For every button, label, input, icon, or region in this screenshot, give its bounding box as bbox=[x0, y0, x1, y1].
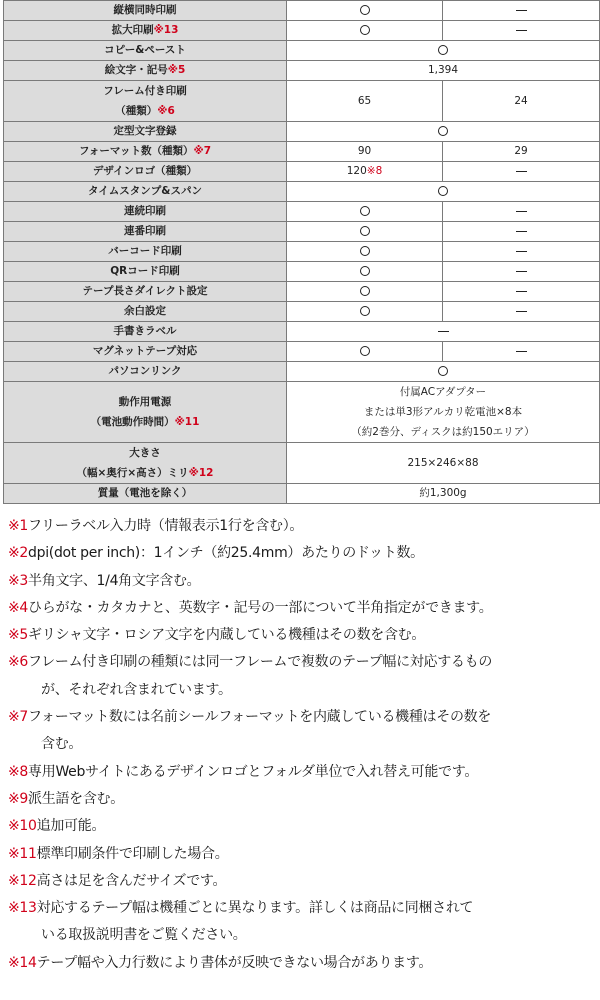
footnote-text: が、それぞれ含まれています。 bbox=[41, 681, 232, 698]
cell-col-1 bbox=[287, 342, 443, 362]
cell-col-1 bbox=[287, 242, 443, 262]
footnotes bbox=[8, 513, 598, 977]
row-label bbox=[4, 382, 287, 443]
table-row bbox=[4, 362, 600, 382]
row-label-text: 連続印刷 bbox=[124, 205, 166, 217]
footnote-ref: ※6 bbox=[157, 105, 175, 117]
footnote-text: 高さは足を含んだサイズです。 bbox=[36, 872, 227, 889]
footnote bbox=[8, 704, 598, 759]
cell-col-2 bbox=[443, 282, 600, 302]
cell-col-2 bbox=[443, 162, 600, 182]
footnote bbox=[8, 813, 598, 840]
cell-value: 29 bbox=[514, 145, 528, 157]
footnote-mark: ※14 bbox=[8, 954, 37, 971]
row-label-text: デザインロゴ（種類） bbox=[92, 165, 198, 177]
row-label-text-2: （種類） bbox=[115, 105, 158, 117]
dash-icon bbox=[438, 331, 449, 332]
footnote-mark: ※5 bbox=[8, 627, 29, 644]
row-label bbox=[4, 322, 287, 342]
footnote-text: 追加可能。 bbox=[36, 818, 106, 835]
cell-merged bbox=[287, 322, 600, 342]
circle-icon bbox=[438, 186, 448, 196]
footnote-ref: ※8 bbox=[366, 165, 383, 177]
footnote-mark: ※3 bbox=[8, 572, 29, 589]
table-row bbox=[4, 484, 600, 504]
row-label-text: テープ長さダイレクト設定 bbox=[82, 285, 208, 297]
footnote-text: 対応するテープ幅は機種ごとに異なります。詳しくは商品に同梱されて bbox=[36, 900, 474, 917]
cell-col-1 bbox=[287, 202, 443, 222]
circle-icon bbox=[360, 286, 370, 296]
row-label bbox=[4, 362, 287, 382]
cell-col-2 bbox=[443, 222, 600, 242]
circle-icon bbox=[360, 306, 370, 316]
circle-icon bbox=[360, 246, 370, 256]
circle-icon bbox=[360, 206, 370, 216]
row-label-text: 絵文字・記号 bbox=[104, 64, 168, 76]
row-label bbox=[4, 41, 287, 61]
row-label-text-2: （電池動作時間） bbox=[90, 416, 175, 428]
footnote-ref: ※13 bbox=[153, 24, 179, 36]
cell-col-1 bbox=[287, 1, 443, 21]
footnote-line bbox=[8, 731, 598, 758]
row-label-text: パソコンリンク bbox=[108, 365, 182, 377]
footnote-text: 派生語を含む。 bbox=[28, 790, 124, 807]
row-label-text: 連番印刷 bbox=[124, 225, 166, 237]
table-row bbox=[4, 122, 600, 142]
cell-col-1 bbox=[287, 142, 443, 162]
cell-line: 付属ACアダプター bbox=[399, 386, 487, 398]
footnote-mark: ※8 bbox=[8, 763, 29, 780]
dash-icon bbox=[516, 10, 527, 11]
circle-icon bbox=[360, 346, 370, 356]
footnote bbox=[8, 786, 598, 813]
footnote-line bbox=[8, 513, 598, 540]
cell-merged bbox=[287, 61, 600, 81]
row-label bbox=[4, 342, 287, 362]
footnote-line bbox=[8, 895, 598, 922]
cell-merged bbox=[287, 41, 600, 61]
dash-icon bbox=[516, 251, 527, 252]
table-row bbox=[4, 342, 600, 362]
table-row bbox=[4, 162, 600, 182]
footnote bbox=[8, 540, 598, 567]
footnote-text: 標準印刷条件で印刷した場合。 bbox=[36, 845, 229, 862]
cell-value: 120 bbox=[346, 165, 367, 177]
spec-table-body bbox=[4, 1, 600, 504]
footnote-ref: ※12 bbox=[188, 467, 214, 479]
row-label-text: タイムスタンプ&スパン bbox=[88, 185, 202, 197]
cell-col-1 bbox=[287, 282, 443, 302]
dash-icon bbox=[516, 311, 527, 312]
row-label-text: 手書きラベル bbox=[113, 325, 177, 337]
cell-col-2 bbox=[443, 342, 600, 362]
cell-value: 24 bbox=[514, 94, 528, 107]
row-label-text-2: （幅×奥行×高さ）ミリ bbox=[76, 467, 189, 479]
footnote-mark: ※1 bbox=[8, 518, 29, 534]
cell-col-2 bbox=[443, 302, 600, 322]
cell-col-2 bbox=[443, 202, 600, 222]
table-row bbox=[4, 242, 600, 262]
row-label-text: 縦横同時印刷 bbox=[113, 4, 177, 16]
footnote-text: テープ幅や入力行数により書体が反映できない場合があります。 bbox=[36, 954, 433, 971]
footnote-text: いる取扱説明書をご覧ください。 bbox=[41, 927, 247, 944]
cell-merged bbox=[287, 362, 600, 382]
row-label-text: 拡大印刷 bbox=[111, 24, 154, 36]
table-row bbox=[4, 443, 600, 484]
footnote-line bbox=[8, 950, 598, 977]
row-label bbox=[4, 162, 287, 182]
row-label bbox=[4, 1, 287, 21]
footnote-line bbox=[8, 759, 598, 786]
table-row bbox=[4, 262, 600, 282]
footnote bbox=[8, 622, 598, 649]
footnote-line bbox=[8, 786, 598, 813]
dash-icon bbox=[516, 291, 527, 292]
dash-icon bbox=[516, 211, 527, 212]
cell-col-2 bbox=[443, 21, 600, 41]
footnote bbox=[8, 841, 598, 868]
footnote-mark: ※6 bbox=[8, 654, 29, 671]
footnote-line bbox=[8, 568, 598, 595]
table-row bbox=[4, 382, 600, 443]
cell-line: （約2巻分、ディスクは約150エリア） bbox=[351, 426, 535, 438]
footnote-mark: ※4 bbox=[8, 599, 29, 616]
footnote bbox=[8, 868, 598, 895]
footnote-line bbox=[8, 813, 598, 840]
table-row bbox=[4, 302, 600, 322]
footnote-line bbox=[8, 704, 598, 731]
footnote-line bbox=[8, 841, 598, 868]
row-label bbox=[4, 142, 287, 162]
footnote bbox=[8, 950, 598, 977]
footnote-line bbox=[8, 922, 598, 949]
cell-col-2 bbox=[443, 1, 600, 21]
cell-col-1 bbox=[287, 222, 443, 242]
row-label-text: 質量（電池を除く） bbox=[97, 487, 193, 499]
cell-value: 1,394 bbox=[427, 64, 459, 76]
row-label-text: 余白設定 bbox=[124, 305, 166, 317]
table-row bbox=[4, 182, 600, 202]
cell-merged bbox=[287, 182, 600, 202]
footnote-ref: ※11 bbox=[174, 416, 200, 428]
row-label-text: マグネットテープ対応 bbox=[92, 345, 198, 357]
footnote-text: 専用Webサイトにあるデザインロゴとフォルダ単位で入れ替え可能です。 bbox=[28, 763, 479, 780]
row-label bbox=[4, 242, 287, 262]
row-label-text: 大きさ bbox=[129, 447, 161, 459]
footnote bbox=[8, 759, 598, 786]
circle-icon bbox=[360, 25, 370, 35]
circle-icon bbox=[360, 226, 370, 236]
footnote-text: dpi(dot per inch)：1インチ（約25.4mm）あたりのドット数。 bbox=[28, 545, 424, 562]
dash-icon bbox=[516, 30, 527, 31]
footnote-text: 含む。 bbox=[41, 736, 83, 753]
cell-merged bbox=[287, 382, 600, 443]
footnote-line bbox=[8, 540, 598, 567]
cell-value: 65 bbox=[357, 94, 372, 107]
circle-icon bbox=[360, 266, 370, 276]
cell-merged bbox=[287, 443, 600, 484]
row-label bbox=[4, 282, 287, 302]
footnote-mark: ※13 bbox=[8, 900, 37, 917]
spec-table bbox=[3, 0, 600, 504]
cell-merged bbox=[287, 484, 600, 504]
footnote-text: 半角文字、1/4角文字含む。 bbox=[28, 572, 201, 589]
footnote-line bbox=[8, 868, 598, 895]
row-label bbox=[4, 81, 287, 122]
dash-icon bbox=[516, 171, 527, 172]
cell-value: 約1,300g bbox=[419, 487, 467, 499]
row-label-text: 定型文字登録 bbox=[113, 125, 177, 137]
table-row bbox=[4, 41, 600, 61]
row-label bbox=[4, 21, 287, 41]
row-label-text: QRコード印刷 bbox=[110, 265, 180, 277]
footnote-line bbox=[8, 622, 598, 649]
footnote-line bbox=[8, 595, 598, 622]
footnote-text: ギリシャ文字・ロシア文字を内蔵している機種はその数を含む。 bbox=[28, 627, 426, 644]
cell-col-1 bbox=[287, 21, 443, 41]
circle-icon bbox=[438, 126, 448, 136]
row-label bbox=[4, 262, 287, 282]
cell-value: 90 bbox=[357, 145, 372, 157]
row-label bbox=[4, 222, 287, 242]
row-label bbox=[4, 302, 287, 322]
row-label bbox=[4, 202, 287, 222]
footnote bbox=[8, 895, 598, 950]
row-label bbox=[4, 484, 287, 504]
footnote-mark: ※7 bbox=[8, 709, 29, 726]
footnote-line bbox=[8, 677, 598, 704]
cell-col-1 bbox=[287, 262, 443, 282]
row-label-text: 動作用電源 bbox=[118, 396, 172, 408]
table-row bbox=[4, 1, 600, 21]
dash-icon bbox=[516, 351, 527, 352]
row-label-text: フォーマット数（種類） bbox=[78, 145, 194, 157]
cell-col-2 bbox=[443, 262, 600, 282]
circle-icon bbox=[438, 45, 448, 55]
footnote-ref: ※5 bbox=[167, 64, 186, 76]
footnote bbox=[8, 649, 598, 704]
row-label bbox=[4, 182, 287, 202]
table-row bbox=[4, 222, 600, 242]
row-label-text: バーコード印刷 bbox=[108, 245, 182, 257]
row-label bbox=[4, 122, 287, 142]
cell-line: または単3形アルカリ乾電池×8本 bbox=[363, 406, 523, 418]
footnote-text: フォーマット数には名前シールフォーマットを内蔵している機種はその数を bbox=[28, 709, 492, 726]
footnote-text: フリーラベル入力時（情報表示1行を含む）。 bbox=[28, 518, 304, 534]
row-label-text: コピー&ペースト bbox=[104, 44, 186, 56]
footnote-text: フレーム付き印刷の種類には同一フレームで複数のテープ幅に対応するもの bbox=[28, 654, 493, 671]
table-row bbox=[4, 61, 600, 81]
table-row bbox=[4, 282, 600, 302]
row-label-text: フレーム付き印刷 bbox=[103, 85, 187, 97]
footnote bbox=[8, 568, 598, 595]
row-label bbox=[4, 443, 287, 484]
cell-col-1 bbox=[287, 302, 443, 322]
footnote-mark: ※12 bbox=[8, 872, 37, 889]
cell-merged bbox=[287, 122, 600, 142]
footnote bbox=[8, 513, 598, 540]
circle-icon bbox=[360, 5, 370, 15]
table-row bbox=[4, 202, 600, 222]
circle-icon bbox=[438, 366, 448, 376]
row-label bbox=[4, 61, 287, 81]
footnote-mark: ※9 bbox=[8, 790, 29, 807]
footnote-mark: ※2 bbox=[8, 545, 29, 562]
footnote bbox=[8, 595, 598, 622]
footnote-ref: ※7 bbox=[193, 145, 212, 157]
footnote-line bbox=[8, 649, 598, 676]
cell-value: 215×246×88 bbox=[407, 456, 479, 469]
footnote-mark: ※10 bbox=[8, 818, 37, 835]
dash-icon bbox=[516, 271, 527, 272]
cell-col-2 bbox=[443, 242, 600, 262]
cell-col-1 bbox=[287, 162, 443, 182]
table-row bbox=[4, 81, 600, 122]
footnote-text: ひらがな・カタカナと、英数字・記号の一部について半角指定ができます。 bbox=[28, 599, 493, 616]
cell-col-2 bbox=[443, 142, 600, 162]
table-row bbox=[4, 142, 600, 162]
cell-col-1 bbox=[287, 81, 443, 122]
cell-col-2 bbox=[443, 81, 600, 122]
table-row bbox=[4, 322, 600, 342]
dash-icon bbox=[516, 231, 527, 232]
footnote-mark: ※11 bbox=[8, 845, 37, 862]
table-row bbox=[4, 21, 600, 41]
